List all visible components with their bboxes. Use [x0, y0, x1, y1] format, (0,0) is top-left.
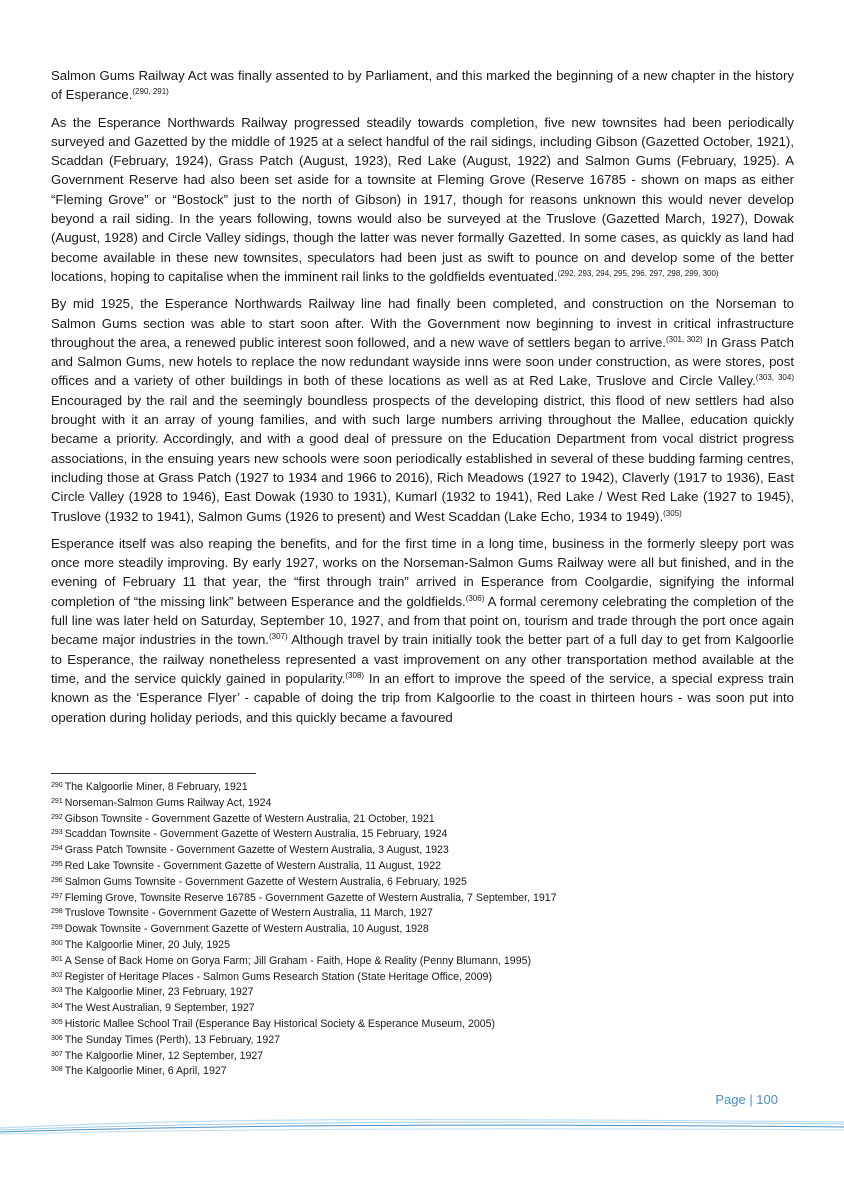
footnote-number: 297 — [51, 892, 63, 900]
footnote — [51, 938, 791, 954]
footnote — [51, 954, 791, 970]
paragraph — [51, 534, 794, 727]
paragraph — [51, 113, 794, 287]
paragraph-text: As the Esperance Northwards Railway progressed steadily towards completion, five new townsites had been periodically surveyed and Gazetted by the middle of 1925 at a select handful of the rail sidings, including Gibson (Gazetted October, 1921), Scaddan (February, 1924), Grass Patch (August, 1923), Red Lake (August, 1922) and Salmon Gums (February, 1925). A Government Reserve had also been set aside for a townsite at Fleming Grove (Reserve 16785 - shown on maps as either “Fleming Grove” or “Bostock” just to the north of Gibson) in 1917, though for reasons unknown this would never develop beyond a rail siding. In the years following, towns would also be surveyed at the Truslove (Gazetted March, 1927), Dowak (August, 1928) and Circle Valley sidings, though the latter was never formally Gazetted. In some cases, as quickly as land had become available in these new townsites, speculators had been just as swift to pounce on and develop some of the better locations, hoping to capitalise when the imminent rail links to the goldfields eventuated. — [51, 114, 794, 284]
footnote — [51, 1017, 791, 1033]
citation-ref: (308) — [345, 670, 365, 680]
footnote — [51, 1033, 791, 1049]
paragraph-text: Salmon Gums Railway Act was finally assented to by Parliament, and this marked the beginning of a new chapter in the history of Esperance. — [51, 68, 794, 103]
footnote-text: The West Australian, 9 September, 1927 — [64, 1002, 255, 1015]
citation-ref: (301, 302) — [665, 334, 703, 344]
paragraph-text: A formal ceremony celebrating the completion of the full line was later held on Saturday, September 10, 1927, and from that point on, tourism and trade through the port once again became major industries in the town. — [51, 593, 794, 648]
footnote-number: 293 — [51, 829, 63, 837]
footnote — [51, 875, 791, 891]
footnote-text: The Kalgoorlie Miner, 6 April, 1927 — [64, 1065, 227, 1078]
paragraph-text: In Grass Patch and Salmon Gums, new hotels to replace the now redundant wayside inns were soon under construction, as were stores, post offices and a variety of other buildings in both of these locations as well as at Red Lake, Truslove and Circle Valley. — [51, 334, 794, 389]
paragraph — [51, 66, 794, 105]
footnote — [51, 859, 791, 875]
footnote — [51, 891, 791, 907]
footnote-text: The Kalgoorlie Miner, 20 July, 1925 — [64, 938, 230, 951]
footnote — [51, 970, 791, 986]
footnote-text: The Sunday Times (Perth), 13 February, 1927 — [64, 1033, 281, 1046]
footnote-separator — [51, 773, 256, 774]
footnote — [51, 812, 791, 828]
citation-ref: (307) — [268, 632, 288, 642]
paragraph-text: Encouraged by the rail and the seemingly boundless prospects of the developing district, this flood of new settlers had also brought with it an array of young families, and with such large numbers arriving throughout the Mallee, education quickly became a priority. Accordingly, and with a good deal of pressure on the Education Department from vocal district progress associations, in the ensuing years new schools were soon periodically established in several of these budding farming centres, including those at Grass Patch (1927 to 1934 and 1966 to 2016), Rich Meadows (1927 to 1942), Claverly (1917 to 1936), East Circle Valley (1928 to 1946), East Dowak (1930 to 1931), Kumarl (1932 to 1941), Red Lake / West Red Lake (1927 to 1945), Truslove (1932 to 1941), Salmon Gums (1926 to present) and West Scaddan (Lake Echo, 1934 to 1949). — [51, 392, 794, 524]
footnote-number: 294 — [51, 845, 63, 853]
footnote-text: Dowak Townsite - Government Gazette of Western Australia, 10 August, 1928 — [64, 923, 429, 936]
footnote-text: A Sense of Back Home on Gorya Farm; Jill Graham - Faith, Hope & Reality (Penny Blumann, 1995) — [64, 954, 532, 967]
footer-wave-decoration — [0, 1110, 844, 1140]
footnote-text: The Kalgoorlie Miner, 23 February, 1927 — [64, 986, 254, 999]
footnote — [51, 796, 791, 812]
footnote-number: 292 — [51, 813, 63, 821]
footnote-text: Grass Patch Townsite - Government Gazette of Western Australia, 3 August, 1923 — [64, 844, 449, 857]
citation-ref: (306) — [465, 593, 485, 603]
footnote-text: Register of Heritage Places - Salmon Gums Research Station (State Heritage Office, 2009) — [64, 970, 492, 983]
footnote — [51, 827, 791, 843]
footnote-number: 308 — [51, 1066, 63, 1074]
footnote-text: The Kalgoorlie Miner, 12 September, 1927 — [64, 1049, 264, 1062]
footnote-text: Truslove Townsite - Government Gazette of Western Australia, 11 March, 1927 — [64, 907, 433, 920]
paragraph-text: Esperance itself was also reaping the benefits, and for the first time in a long time, business in the formerly sleepy port was once more steadily improving. By early 1927, works on the Norseman-Salmon Gums Railway were all but finished, and in the evening of February 11 that year, the “first through train” arrived in Esperance from Coolgardie, signifying the informal completion of “the missing link” between Esperance and the goldfields. — [51, 535, 794, 609]
footnote-number: 295 — [51, 860, 63, 868]
footnote-number: 305 — [51, 1018, 63, 1026]
citation-ref: (303, 304) — [755, 373, 794, 383]
footnote-number: 300 — [51, 939, 63, 947]
footnote-number: 296 — [51, 876, 63, 884]
footnote-text: The Kalgoorlie Miner, 8 February, 1921 — [64, 781, 248, 793]
footnote — [51, 1001, 791, 1017]
footnote-number: 302 — [51, 971, 63, 979]
footnote-number: 303 — [51, 987, 63, 995]
footnote-text: Gibson Townsite - Government Gazette of Western Australia, 21 October, 1921 — [64, 812, 435, 825]
paragraph-text: In an effort to improve the speed of the service, a special express train known as the ‘Esperance Flyer’ - capable of doing the trip from Kalgoorlie to the coast in thirteen hours - was soon put into operation during holiday periods, and this quickly became a favoured — [51, 670, 795, 725]
citation-ref: (292, 293, 294, 295, 296, 297, 298, 299, 300) — [557, 268, 719, 278]
footnote-number: 291 — [51, 797, 63, 805]
footnote — [51, 906, 791, 922]
citation-ref: (305) — [663, 508, 682, 518]
paragraph-text: Although travel by train initially took the better part of a full day to get from Kalgoorlie to Esperance, the railway nonetheless represented a vast improvement on any other transportation method available at the time, and the service quickly gained in popularity. — [51, 632, 794, 686]
body-text — [51, 66, 794, 735]
footnote-text: Norseman-Salmon Gums Railway Act, 1924 — [64, 796, 272, 809]
footnote-number: 298 — [51, 908, 63, 916]
footnote — [51, 985, 791, 1001]
footnote — [51, 843, 791, 859]
footnote-text: Historic Mallee School Trail (Esperance Bay Historical Society & Esperance Museum, 2005) — [64, 1017, 496, 1030]
page-number: Page | 100 — [715, 1092, 778, 1107]
footnote-text: Salmon Gums Townsite - Government Gazette of Western Australia, 6 February, 1925 — [64, 875, 467, 888]
footnote-text: Scaddan Townsite - Government Gazette of Western Australia, 15 February, 1924 — [64, 828, 448, 841]
paragraph-text: By mid 1925, the Esperance Northwards Railway line had finally been completed, and construction on the Norseman to Salmon Gums section was able to start soon after. With the Government now beginning to invest in critical infrastructure throughout the area, a renewed public interest soon followed, and a new wave of settlers began to arrive. — [51, 296, 794, 350]
paragraph — [51, 294, 794, 526]
footnote-number: 299 — [51, 924, 63, 932]
footnote — [51, 1064, 791, 1080]
footnote — [51, 922, 791, 938]
citation-ref: (290, 291) — [132, 87, 169, 97]
footnote-number: 304 — [51, 1003, 63, 1011]
footnote-text: Red Lake Townsite - Government Gazette of Western Australia, 11 August, 1922 — [64, 859, 441, 872]
footnotes-list — [51, 780, 791, 1080]
footnote-number: 306 — [51, 1034, 63, 1042]
footnote-number: 301 — [51, 955, 63, 963]
footnote — [51, 1049, 791, 1065]
footnote-text: Fleming Grove, Townsite Reserve 16785 - Government Gazette of Western Australia, 7 September, 1917 — [64, 891, 557, 904]
footnote-number: 290 — [51, 782, 63, 789]
footnote — [51, 780, 791, 796]
footnote-number: 307 — [51, 1050, 63, 1058]
